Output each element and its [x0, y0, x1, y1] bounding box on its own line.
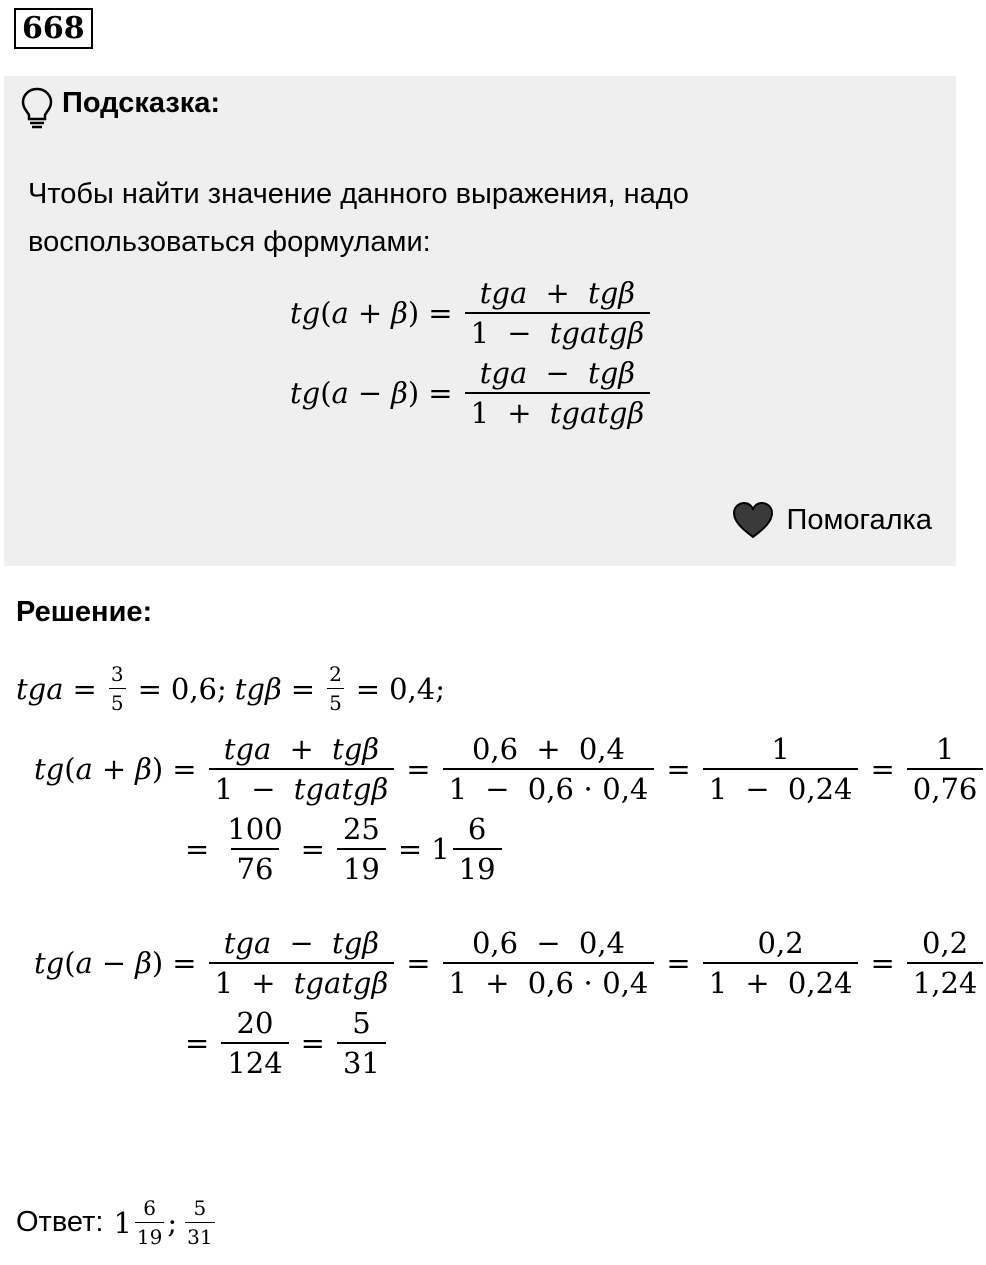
hint-formulas [290, 276, 653, 430]
lightbulb-icon [20, 86, 54, 130]
hint-panel [4, 76, 956, 566]
answer [16, 1196, 218, 1249]
solution-title: Решение: [16, 596, 153, 628]
answer-label: Ответ: [16, 1206, 104, 1238]
brand-name: Помогалка [786, 503, 932, 536]
formula-tan-diff: tg ( a − β ) = $\frac{\text{tga − tgβ}}{\text{1 + tgatgβ}}$ [290, 356, 653, 430]
heart-icon [731, 500, 775, 540]
brand-badge [731, 500, 932, 540]
problem-number: 668 [14, 8, 93, 49]
formula-tan-sum: tg ( a + β ) = $\frac{\text{tga + tgβ}}{\text{1 − tgatgβ}}$ [290, 276, 653, 350]
tan-diff-calculation: tg ( a − β ) = $\frac{\text{tga − tgβ}}{\text{1 + tgatgβ}}$ = $\frac{0,6 - 0,4}{1 + 0,6 \cdot 0,4}$ = $\frac{0,2}{1 + 0,24}$ = $\frac{0,2}{1,24}$ = $\frac{20}{124}$ = $\frac{5}{31}$ [34, 926, 986, 1080]
hint-text: Чтобы найти значение данного выражения, надо воспользоваться формулами: [28, 178, 689, 258]
answer-value: 1 $\frac{6}{19}$ ; $\frac{5}{31}$ [113, 1196, 213, 1249]
given-values: tga = $\frac{3}{5}$ = 0,6; tgβ = $\frac{2}{5}$ = 0,4; [16, 662, 445, 715]
tan-sum-calculation: tg ( a + β ) = $\frac{\text{tga + tgβ}}{\text{1 − tgatgβ}}$ = $\frac{0,6 + 0,4}{1 - 0,6 \cdot 0,4}$ = $\frac{1}{1 - 0,24}$ = $\frac{1}{0,76}$ = $\frac{100}{76}$ = $\frac{25}{19}$ = 1 $\frac{6}{19}$ [34, 732, 986, 886]
hint-title: Подсказка: [62, 87, 221, 119]
